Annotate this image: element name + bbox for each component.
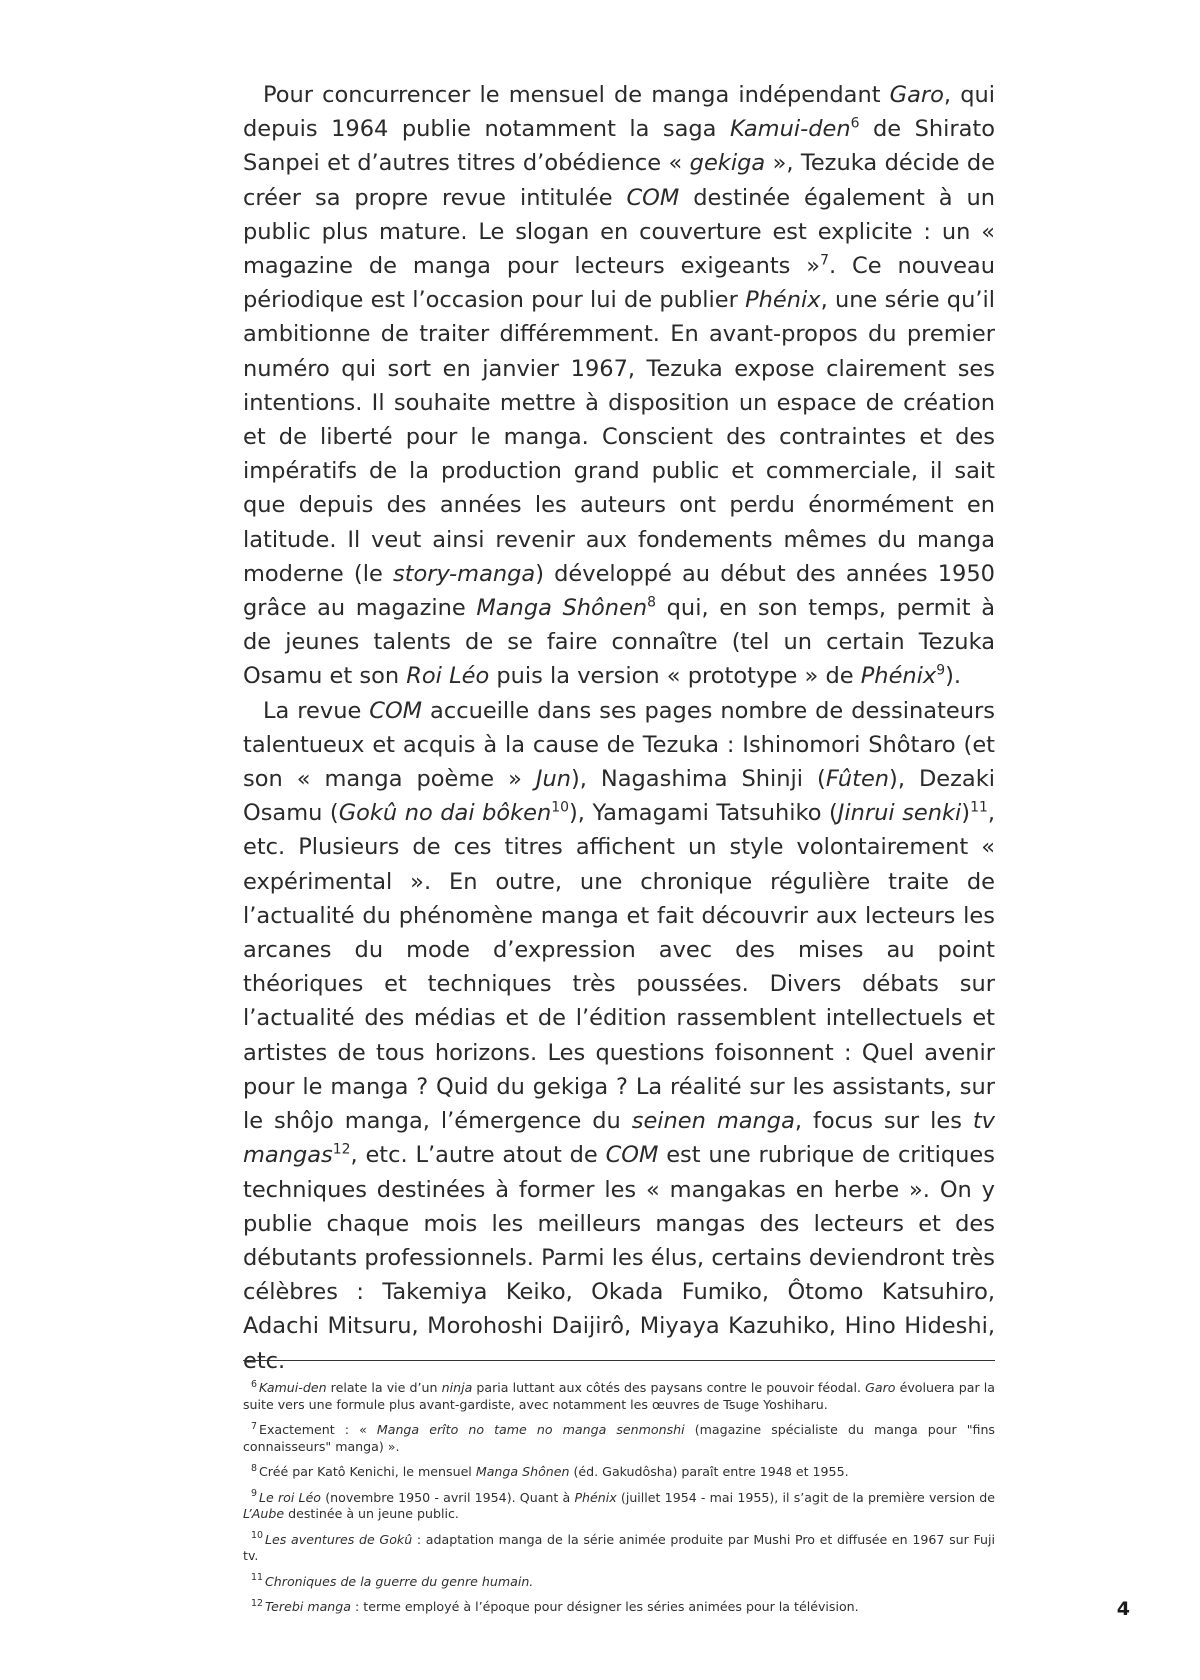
footnote-divider	[243, 1360, 995, 1361]
text-run: paria luttant aux côtés des paysans contre le pouvoir féodal.	[472, 1380, 866, 1395]
term-seinen-manga: seinen manga	[631, 1108, 795, 1135]
footnote-11	[243, 1574, 995, 1591]
text-run: ).	[945, 663, 962, 690]
note-title: Les aventures de Gokû	[265, 1531, 413, 1547]
body-text	[243, 78, 995, 1378]
text-run: ), Dezaki Osamu (	[243, 766, 995, 827]
footnote-ref-12[interactable]: 12	[332, 1141, 351, 1158]
footnote-ref-8[interactable]: 8	[647, 594, 657, 611]
footnote-number: 9	[251, 1488, 258, 1500]
text-run: destinée à un jeune public.	[284, 1506, 459, 1521]
text-run: (éd. Gakudôsha) paraît entre 1948 et 1955.	[569, 1464, 849, 1479]
paragraph-2	[243, 694, 995, 1378]
title-garo: Garo	[889, 82, 944, 108]
footnote-number: 7	[251, 1420, 258, 1432]
term-story-manga: story-manga	[392, 560, 536, 587]
note-title: Terebi manga	[265, 1599, 352, 1614]
title-futen: Fûten	[825, 766, 890, 793]
paragraph-1	[243, 78, 995, 694]
text-run: Exactement : «	[259, 1422, 377, 1437]
title-phenix: Phénix	[574, 1489, 617, 1505]
text-run: », Tezuka décide de créer sa propre revue intitulée	[243, 150, 995, 211]
title-jinrui-senki: Jinrui senki	[837, 800, 962, 827]
footnote-9	[243, 1490, 995, 1523]
footnote-number: 8	[251, 1462, 258, 1474]
quoted-title: Manga erîto no tame no manga senmonshi	[376, 1422, 685, 1437]
note-title: Le roi Léo	[259, 1489, 322, 1505]
note-title: Manga Shônen	[475, 1464, 570, 1479]
text-run: accueille dans ses pages nombre de dessinateurs talentueux et acquis à la cause de Tezuka : Ishinomori Shôtaro (et son « manga poème »	[243, 697, 995, 793]
footnote-number: 10	[251, 1530, 264, 1542]
text-run: )	[961, 800, 971, 827]
footnote-number: 12	[251, 1597, 264, 1609]
footnote-6	[243, 1380, 995, 1413]
text-run: , etc. L’autre atout de	[350, 1142, 606, 1169]
title-com: COM	[605, 1142, 659, 1169]
note-title: Chroniques de la guerre du genre humain.	[265, 1573, 534, 1589]
text-run: est une rubrique de critiques techniques destinées à former les « mangakas en herbe ». On y publie chaque mois les meilleurs mangas des lecteurs et des débutants professionnels. Parmi les élus, certains deviendront très célèbres : Takemiya Keiko, Okada Fumiko, Ôtomo Katsuhiro, Adachi Mitsuru, Morohoshi Daijirô, Miyaya Kazuhiko, Hino Hideshi, etc.	[243, 1142, 996, 1374]
text-run: , etc. Plusieurs de ces titres affichent un style volontairement « expérimental ». En outre, une chronique régulière traite de l’actualité du phénomène manga et fait découvrir aux lecteurs les arcanes du mode d’expression avec des mises au point théoriques et techniques très poussées. Divers débats sur l’actualité des médias et de l’édition rassemblent intellectuels et artistes de tous horizons. Les questions foisonnent : Quel avenir pour le manga ? Quid du gekiga ? La réalité sur les assistants, sur le shôjo manga, l’émergence du	[243, 800, 995, 1135]
footnote-number: 6	[251, 1378, 258, 1390]
text-run: puis la version « prototype » de	[489, 663, 861, 690]
title-phenix: Phénix	[745, 287, 821, 314]
footnote-ref-11[interactable]: 11	[970, 799, 988, 816]
title-kamui-den: Kamui-den	[729, 116, 851, 143]
footnote-8	[243, 1464, 995, 1481]
note-title: Kamui-den	[259, 1380, 327, 1395]
text-run: . Ce nouveau périodique est l’occasion pour lui de publier	[243, 253, 995, 314]
title-manga-shonen: Manga Shônen	[476, 595, 648, 622]
footnote-ref-7[interactable]: 7	[820, 252, 829, 269]
text-run: ) développé au début des années 1950 grâce au magazine	[243, 560, 995, 622]
text-run: , focus sur les	[794, 1108, 973, 1135]
text-run: : terme employé à l’époque pour désigner les séries animées pour la télévision.	[351, 1599, 859, 1614]
text-run: (novembre 1950 - avril 1954). Quant à	[321, 1489, 575, 1505]
title-com: COM	[369, 697, 423, 724]
footnote-ref-9[interactable]: 9	[936, 662, 946, 679]
title-garo: Garo	[865, 1380, 896, 1395]
text-run: Pour concurrencer le mensuel de manga indépendant	[263, 82, 890, 108]
footnote-7	[243, 1422, 995, 1455]
term-gekiga: gekiga	[689, 150, 766, 177]
term-ninja: ninja	[441, 1380, 473, 1395]
text-run: ), Yamagami Tatsuhiko (	[569, 800, 838, 827]
text-run: ), Nagashima Shinji (	[571, 766, 826, 793]
footnote-ref-10[interactable]: 10	[551, 799, 570, 816]
title-com: COM	[626, 184, 680, 211]
footnote-12	[243, 1599, 995, 1616]
text-run: destinée également à un public plus mature. Le slogan en couverture est explicite : un « magazine de manga pour lecteurs exigeants »	[243, 184, 996, 280]
text-run: (magazine spécialiste du manga pour "fins connaisseurs" manga) ».	[243, 1422, 995, 1454]
footnotes	[243, 1380, 995, 1625]
text-run: La revue	[263, 697, 370, 724]
title-goku-no-dai-boken: Gokû no dai bôken	[338, 800, 552, 827]
term-tv-mangas: tv mangas	[243, 1108, 995, 1169]
title-jun: Jun	[535, 766, 571, 793]
footnote-ref-6[interactable]: 6	[850, 115, 860, 132]
text-run: : adaptation manga de la série animée produite par Mushi Pro et diffusée en 1967 sur Fuji tv.	[243, 1531, 996, 1563]
title-phenix: Phénix	[860, 663, 937, 690]
title-roi-leo: Roi Léo	[406, 663, 490, 690]
text-run: relate la vie d’un	[326, 1380, 442, 1395]
text-run: évoluera par la suite vers une formule plus avant-gardiste, avec notamment les œuvres de Tsuge Yoshiharu.	[243, 1380, 995, 1412]
text-run: , une série qu’il ambitionne de traiter différemment. En avant-propos du premier numéro qui sort en janvier 1967, Tezuka expose clairement ses intentions. Il souhaite mettre à disposition un espace de création et de liberté pour le manga. Conscient des contraintes et des impératifs de la production grand public et commerciale, il sait que depuis des années les auteurs ont perdu énormément en latitude. Il veut ainsi revenir aux fondements mêmes du manga moderne (le	[243, 287, 995, 587]
text-run: qui, en son temps, permit à de jeunes talents de se faire connaître (tel un certain Tezuka Osamu et son	[243, 595, 995, 690]
title-aube: L’Aube	[243, 1506, 285, 1521]
text-run: de Shirato Sanpei et d’autres titres d’obédience «	[243, 116, 995, 177]
text-run: , qui depuis 1964 publie notamment la saga	[243, 82, 995, 143]
page-number: 4	[1116, 1598, 1130, 1620]
footnote-10	[243, 1532, 995, 1565]
text-run: (juillet 1954 - mai 1955), il s’agit de la première version de	[616, 1489, 995, 1505]
footnote-number: 11	[251, 1572, 264, 1584]
text-run: Créé par Katô Kenichi, le mensuel	[259, 1464, 476, 1479]
